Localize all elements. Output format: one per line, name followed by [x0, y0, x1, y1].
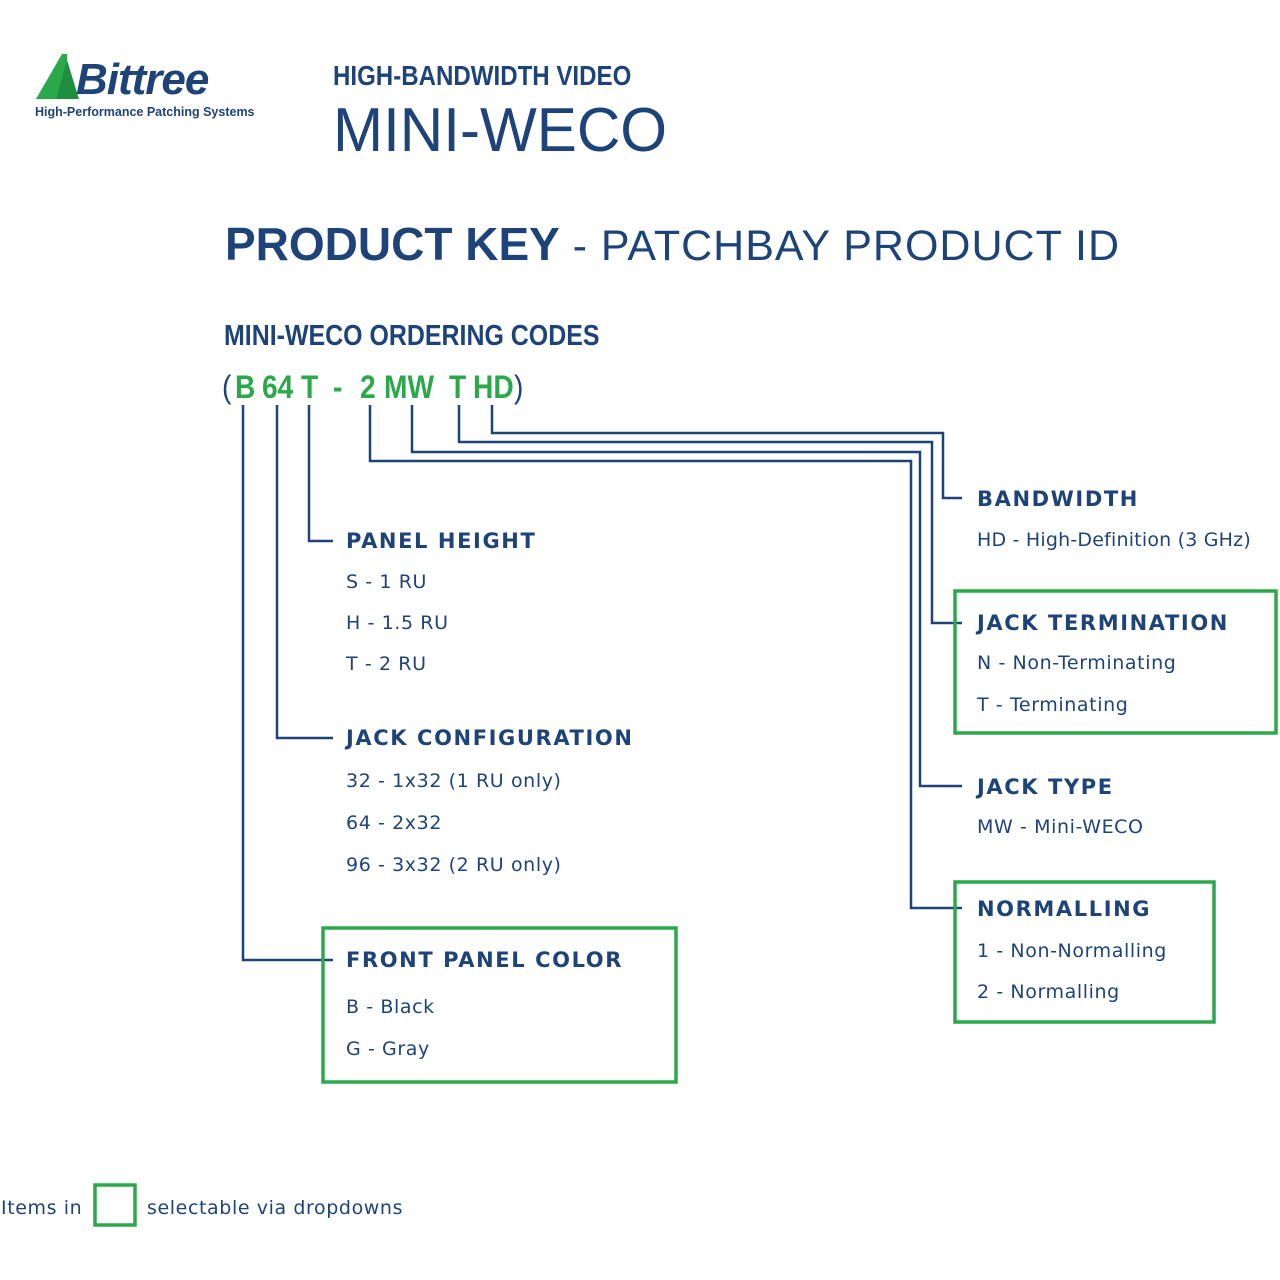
- panel-height-option: S - 1 RU: [346, 571, 428, 593]
- connector-panel-height: [309, 405, 333, 541]
- section-title-strong: PRODUCT KEY: [225, 218, 560, 270]
- connector-normalling: [370, 405, 962, 908]
- bittree-logo-mark: [36, 54, 79, 99]
- connector-front-panel-color: [243, 405, 333, 960]
- front-panel-color-label: FRONT PANEL COLOR: [346, 948, 624, 972]
- section-title-light: - PATCHBAY PRODUCT ID: [572, 222, 1121, 270]
- code-part-front-panel: B: [235, 369, 256, 405]
- legend-prefix: Items in: [1, 1197, 83, 1219]
- bandwidth-option: HD - High-Definition (3 GHz): [977, 529, 1251, 551]
- code-close-paren: ): [514, 369, 524, 405]
- panel-height-option: H - 1.5 RU: [346, 612, 449, 634]
- jack-type-option: MW - Mini-WECO: [977, 816, 1144, 838]
- normalling-label: NORMALLING: [977, 897, 1152, 921]
- jack-termination-label: JACK TERMINATION: [977, 611, 1229, 635]
- code-part-bandwidth: HD: [473, 369, 514, 405]
- jack-configuration-label: JACK CONFIGURATION: [346, 726, 634, 750]
- logo-wordmark: Bittree: [76, 55, 209, 104]
- code-part-jack-termination: T: [449, 369, 467, 405]
- front-panel-color-option: G - Gray: [346, 1038, 430, 1060]
- normalling-option: 1 - Non-Normalling: [977, 940, 1167, 962]
- front-panel-color-option: B - Black: [346, 996, 435, 1018]
- panel-height-label: PANEL HEIGHT: [346, 529, 537, 553]
- jack-type-label: JACK TYPE: [977, 775, 1114, 799]
- code-open-paren: (: [222, 369, 232, 405]
- legend-suffix: selectable via dropdowns: [147, 1197, 404, 1219]
- jack-configuration-option: 64 - 2x32: [346, 812, 443, 834]
- product-name: MINI-WECO: [333, 96, 668, 165]
- code-part-normalling: 2: [360, 369, 376, 405]
- legend-swatch: [95, 1185, 135, 1225]
- code-part-panel-height: T: [301, 369, 319, 405]
- code-part-jack-type: MW: [384, 369, 435, 405]
- jack-configuration-option: 96 - 3x32 (2 RU only): [346, 854, 562, 876]
- code-part-separator: -: [333, 369, 343, 405]
- connector-jack-configuration: [277, 405, 333, 738]
- section-title: [225, 216, 1120, 274]
- jack-termination-option: T - Terminating: [977, 694, 1129, 716]
- bandwidth-label: BANDWIDTH: [977, 487, 1139, 511]
- code-part-jack-config: 64: [262, 369, 294, 405]
- header-kicker: HIGH-BANDWIDTH VIDEO: [333, 60, 632, 91]
- jack-termination-option: N - Non-Terminating: [977, 652, 1177, 674]
- panel-height-option: T - 2 RU: [346, 653, 427, 675]
- connector-jack-termination: [459, 405, 962, 623]
- jack-configuration-option: 32 - 1x32 (1 RU only): [346, 770, 562, 792]
- ordering-codes-heading: MINI-WECO ORDERING CODES: [224, 320, 600, 352]
- logo-tagline: High-Performance Patching Systems: [35, 105, 255, 119]
- normalling-option: 2 - Normalling: [977, 981, 1120, 1003]
